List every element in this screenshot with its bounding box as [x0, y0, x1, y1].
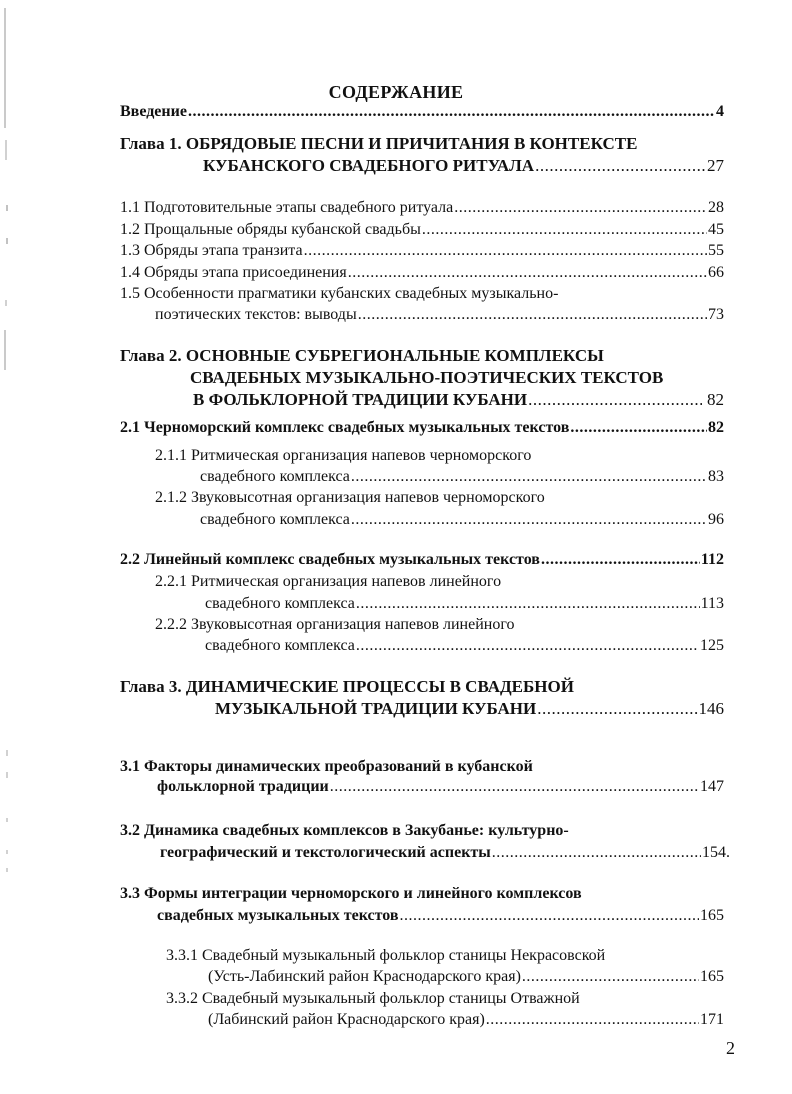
- toc-entry-label: свадебного комплекса: [205, 637, 355, 654]
- dot-leader: [537, 698, 697, 720]
- toc-entry-3-2-line1: 3.2 Динамика свадебных комплексов в Закубанье: культурно-: [120, 822, 569, 839]
- toc-entry-label: Введение: [120, 103, 187, 120]
- toc-entry-3-2: [160, 843, 730, 863]
- toc-entry-chapter1: [203, 155, 724, 177]
- chapter1-title-line2: КУБАНСКОГО СВАДЕБНОГО РИТУАЛА: [203, 156, 535, 175]
- toc-entry-label: свадебного комплекса: [200, 511, 350, 528]
- dot-leader: [541, 550, 700, 570]
- toc-entry-2-1-1-line1: 2.1.1 Ритмическая организация напевов черноморского: [155, 447, 532, 464]
- dot-leader: [492, 843, 701, 863]
- toc-entry-page: 113: [700, 595, 724, 612]
- toc-entry-label: (Лабинский район Краснодарского края): [208, 1011, 485, 1028]
- toc-entry-page: 4: [716, 103, 724, 120]
- toc-entry-page: 146: [698, 699, 724, 718]
- toc-entry-page: 147: [700, 778, 724, 795]
- dot-leader: [358, 305, 707, 325]
- dot-leader: [356, 636, 699, 656]
- dot-leader: [454, 198, 707, 218]
- toc-entry-1-4: [120, 263, 724, 283]
- toc-entry-page: 125: [700, 637, 724, 654]
- toc-entry-label: 1.2 Прощальные обряды кубанской свадьбы: [120, 221, 421, 238]
- toc-entry-page: 165: [700, 968, 724, 985]
- toc-entry-chapter3: [215, 698, 724, 720]
- toc-entry-page: 27: [707, 156, 724, 175]
- dot-leader: [304, 241, 707, 261]
- dot-leader: [400, 906, 699, 926]
- toc-entry-page: 154.: [702, 844, 730, 861]
- toc-entry-1-1: [120, 198, 724, 218]
- toc-entry-intro: [120, 102, 724, 122]
- chapter2-title-line1: Глава 2. ОСНОВНЫЕ СУБРЕГИОНАЛЬНЫЕ КОМПЛЕКСЫ: [120, 346, 604, 365]
- toc-entry-2-2-1: [205, 594, 724, 614]
- toc-entry-label: географический и текстологический аспекты: [160, 844, 491, 861]
- toc-entry-page: 73: [708, 306, 724, 323]
- dot-leader: [351, 510, 707, 530]
- toc-entry-3-3-2: [208, 1010, 724, 1030]
- toc-entry-label: 1.1 Подготовительные этапы свадебного ритуала: [120, 199, 454, 216]
- toc-entry-label: фольклорной традиции: [157, 778, 329, 795]
- toc-entry-page: 165: [700, 907, 724, 924]
- chapter2-title-line2: СВАДЕБНЫХ МУЗЫКАЛЬНО-ПОЭТИЧЕСКИХ ТЕКСТОВ: [190, 368, 664, 387]
- dot-leader: [422, 220, 707, 240]
- toc-entry-page: 96: [708, 511, 724, 528]
- chapter2-title-line3: В ФОЛЬКЛОРНОЙ ТРАДИЦИИ КУБАНИ: [193, 390, 528, 409]
- toc-entry-1-5-line1: 1.5 Особенности прагматики кубанских свадебных музыкально-: [120, 285, 559, 302]
- chapter3-title-line2: МУЗЫКАЛЬНОЙ ТРАДИЦИИ КУБАНИ: [215, 699, 537, 718]
- dot-leader: [348, 263, 707, 283]
- toc-entry-page: 28: [708, 199, 724, 216]
- dot-leader: [486, 1010, 699, 1030]
- toc-entry-page: 83: [708, 468, 724, 485]
- toc-entry-3-3: [157, 906, 724, 926]
- scan-margin-marks: [0, 0, 16, 1094]
- toc-entry-3-3-1-line1: 3.3.1 Свадебный музыкальный фольклор станицы Некрасовской: [166, 947, 606, 964]
- toc-title: СОДЕРЖАНИЕ: [328, 82, 464, 102]
- toc-entry-page: 112: [700, 551, 724, 568]
- dot-leader: [570, 418, 707, 438]
- toc-entry-1-2: [120, 220, 724, 240]
- toc-entry-2-2: [120, 550, 724, 570]
- toc-entry-3-3-line1: 3.3 Формы интеграции черноморского и линейного комплексов: [120, 885, 582, 902]
- toc-entry-page: 171: [700, 1011, 724, 1028]
- toc-entry-label: поэтических текстов: выводы: [155, 306, 357, 323]
- toc-entry-3-3-1: [208, 967, 724, 987]
- toc-entry-1-5: [155, 305, 724, 325]
- dot-leader: [356, 594, 700, 614]
- toc-entry-chapter2: [193, 389, 724, 411]
- dot-leader: [522, 967, 699, 987]
- toc-entry-3-3-2-line1: 3.3.2 Свадебный музыкальный фольклор станицы Отважной: [166, 990, 580, 1007]
- toc-entry-2-2-2-line1: 2.2.2 Звуковысотная организация напевов линейного: [155, 616, 515, 633]
- toc-entry-2-1-1: [200, 467, 724, 487]
- toc-entry-2-1: [120, 418, 724, 438]
- toc-entry-label: 1.4 Обряды этапа присоединения: [120, 264, 347, 281]
- toc-entry-label: (Усть-Лабинский район Краснодарского края): [208, 968, 521, 985]
- toc-entry-page: 82: [708, 419, 724, 436]
- dot-leader: [351, 467, 707, 487]
- toc-entry-page: 66: [708, 264, 724, 281]
- dot-leader: [330, 777, 699, 797]
- toc-entry-label: свадебного комплекса: [200, 468, 350, 485]
- toc-entry-page: 55: [708, 242, 724, 259]
- toc-entry-2-1-2: [200, 510, 724, 530]
- page-number: 2: [726, 1038, 735, 1058]
- toc-entry-3-1-line1: 3.1 Факторы динамических преобразований в кубанской: [120, 758, 533, 775]
- dot-leader: [535, 155, 706, 177]
- toc-entry-label: 2.2 Линейный комплекс свадебных музыкальных текстов: [120, 551, 540, 568]
- toc-entry-1-3: [120, 241, 724, 261]
- dot-leader: [188, 102, 715, 122]
- toc-entry-2-1-2-line1: 2.1.2 Звуковысотная организация напевов черноморского: [155, 489, 545, 506]
- toc-entry-label: 1.3 Обряды этапа транзита: [120, 242, 303, 259]
- toc-entry-label: свадебных музыкальных текстов: [157, 907, 399, 924]
- chapter1-title-line1: Глава 1. ОБРЯДОВЫЕ ПЕСНИ И ПРИЧИТАНИЯ В КОНТЕКСТЕ: [120, 134, 638, 153]
- toc-entry-page: 82: [702, 390, 724, 409]
- toc-entry-2-2-2: [205, 636, 724, 656]
- toc-entry-label: свадебного комплекса: [205, 595, 355, 612]
- toc-entry-page: 45: [708, 221, 724, 238]
- toc-entry-2-2-1-line1: 2.2.1 Ритмическая организация напевов линейного: [155, 573, 502, 590]
- chapter3-title-line1: Глава 3. ДИНАМИЧЕСКИЕ ПРОЦЕССЫ В СВАДЕБНОЙ: [120, 677, 574, 696]
- toc-entry-3-1: [157, 777, 724, 797]
- dot-leader: [528, 389, 702, 411]
- toc-entry-label: 2.1 Черноморский комплекс свадебных музыкальных текстов: [120, 419, 570, 436]
